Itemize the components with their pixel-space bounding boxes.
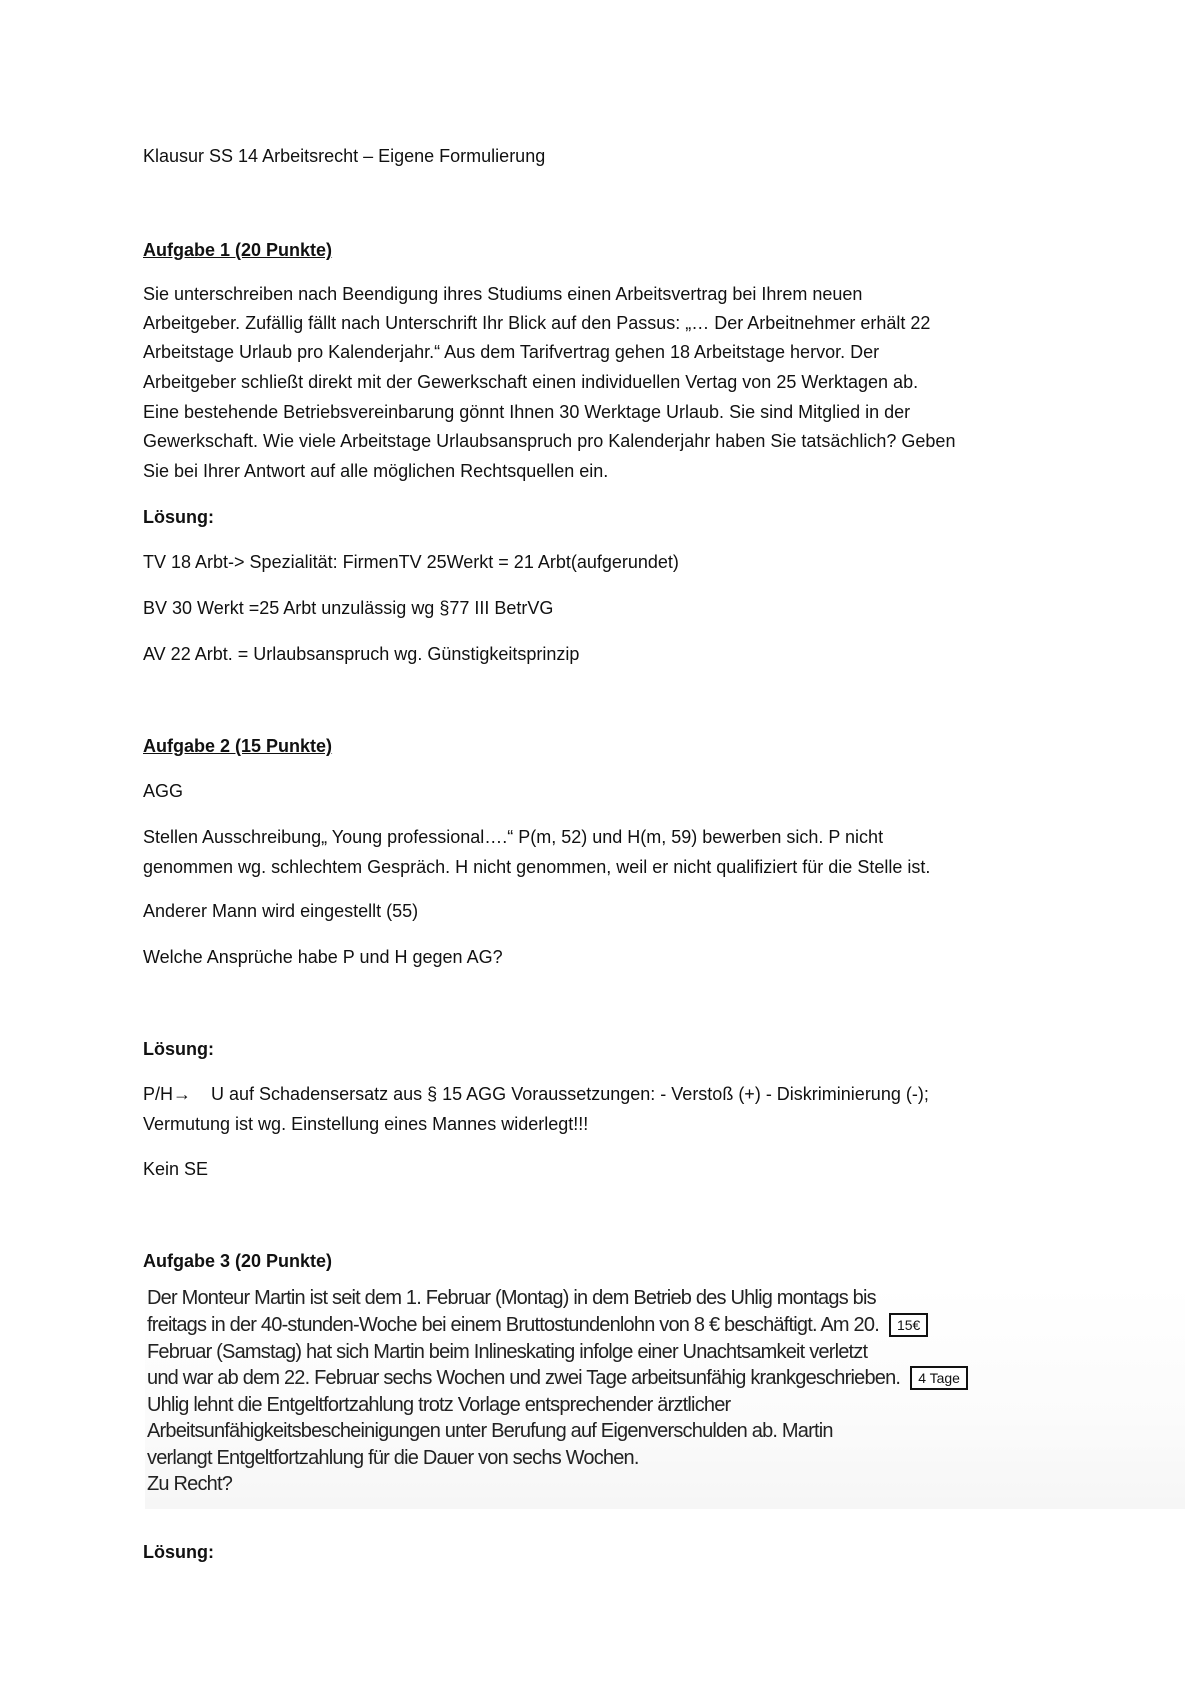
scan-row — [147, 1418, 833, 1444]
scan-row — [147, 1339, 867, 1365]
scan-line: Uhlig lehnt die Entgeltfortzahlung trotz Vorlage entsprechender ärztlicher — [147, 1394, 731, 1416]
scan-line: Arbeitsunfähigkeitsbescheinigungen unter Berufung auf Eigenverschulden ab. Martin — [147, 1420, 833, 1442]
task2-question: Welche Ansprüche habe P und H gegen AG? — [143, 947, 503, 967]
solution-prefix: P/H — [143, 1084, 174, 1104]
task2-solution-label: Lösung: — [143, 1039, 214, 1059]
task1-solution-line: TV 18 Arbt-> Spezialität: FirmenTV 25Werkt = 21 Arbt(aufgerundet) — [143, 552, 679, 572]
scan-row — [147, 1312, 928, 1338]
task1-line: Eine bestehende Betriebsvereinbarung gönnt Ihnen 30 Werktage Urlaub. Sie sind Mitglied in der — [143, 402, 911, 422]
scan-row — [147, 1392, 730, 1418]
scan-line: und war ab dem 22. Februar sechs Wochen und zwei Tage arbeitsunfähig krankgeschrieben. — [147, 1367, 901, 1389]
task1-line: Gewerkschaft. Wie viele Arbeitstage Urlaubsanspruch pro Kalenderjahr haben Sie tatsächlich? Geben — [143, 431, 956, 451]
document-title: Klausur SS 14 Arbeitsrecht – Eigene Formulierung — [143, 146, 546, 166]
scan-line: Zu Recht? — [147, 1473, 233, 1495]
scan-row — [147, 1471, 232, 1497]
task1-line: Arbeitgeber. Zufällig fällt nach Unterschrift Ihr Blick auf den Passus: „… Der Arbeitnehmer erhält 22 — [143, 313, 931, 333]
scan-row — [147, 1365, 968, 1391]
task3-heading: Aufgabe 3 (20 Punkte) — [143, 1251, 333, 1271]
task2-conclusion: Kein SE — [143, 1159, 209, 1179]
wage-overlay-box: 15€ — [889, 1313, 928, 1337]
task2-line: genommen wg. schlechtem Gespräch. H nicht genommen, weil er nicht qualifiziert für die Stelle ist. — [143, 857, 931, 877]
scan-line: verlangt Entgeltfortzahlung für die Dauer von sechs Wochen. — [147, 1447, 639, 1469]
scan-line: Februar (Samstag) hat sich Martin beim Inlineskating infolge einer Unachtsamkeit verletzt — [147, 1341, 868, 1363]
days-overlay-box: 4 Tage — [910, 1366, 968, 1390]
scanned-task-text — [145, 1284, 1185, 1509]
task1-line: Sie unterschreiben nach Beendigung ihres Studiums einen Arbeitsvertrag bei Ihrem neuen — [143, 284, 863, 304]
task1-line: Sie bei Ihrer Antwort auf alle möglichen Rechtsquellen ein. — [143, 461, 609, 481]
task1-solution-line: AV 22 Arbt. = Urlaubsanspruch wg. Günstigkeitsprinzip — [143, 644, 580, 664]
task1-solution-line: BV 30 Werkt =25 Arbt unzulässig wg §77 III BetrVG — [143, 598, 554, 618]
task1-solution-label: Lösung: — [143, 507, 214, 527]
task1-line: Arbeitgeber schließt direkt mit der Gewerkschaft einen individuellen Vertag von 25 Werktagen ab. — [143, 372, 919, 392]
task2-heading: Aufgabe 2 (15 Punkte) — [143, 736, 333, 756]
task1-heading: Aufgabe 1 (20 Punkte) — [143, 240, 333, 260]
scan-line: Der Monteur Martin ist seit dem 1. Februar (Montag) in dem Betrieb des Uhlig montags bis — [147, 1287, 876, 1309]
task3-solution-label: Lösung: — [143, 1542, 214, 1562]
task2-solution-first-line — [143, 1083, 929, 1105]
task1-line: Arbeitstage Urlaub pro Kalenderjahr.“ Aus dem Tarifvertrag gehen 18 Arbeitstage hervor. Der — [143, 342, 880, 362]
arrow-right-icon: → — [173, 1084, 192, 1104]
scan-row — [147, 1445, 639, 1471]
task2-solution-line: U auf Schadensersatz aus § 15 AGG Voraussetzungen: - Verstoß (+) - Diskriminierung (-); — [211, 1084, 929, 1104]
task2-solution-line: Vermutung ist wg. Einstellung eines Mannes widerlegt!!! — [143, 1114, 589, 1134]
task2-line: Anderer Mann wird eingestellt (55) — [143, 901, 419, 921]
scan-line: freitags in der 40-stunden-Woche bei einem Bruttostundenlohn von 8 € beschäftigt. Am 20. — [147, 1314, 879, 1336]
scan-row — [147, 1285, 876, 1311]
task2-topic: AGG — [143, 781, 184, 801]
task2-line: Stellen Ausschreibung„ Young professional….“ P(m, 52) und H(m, 59) bewerben sich. P nicht — [143, 827, 884, 847]
